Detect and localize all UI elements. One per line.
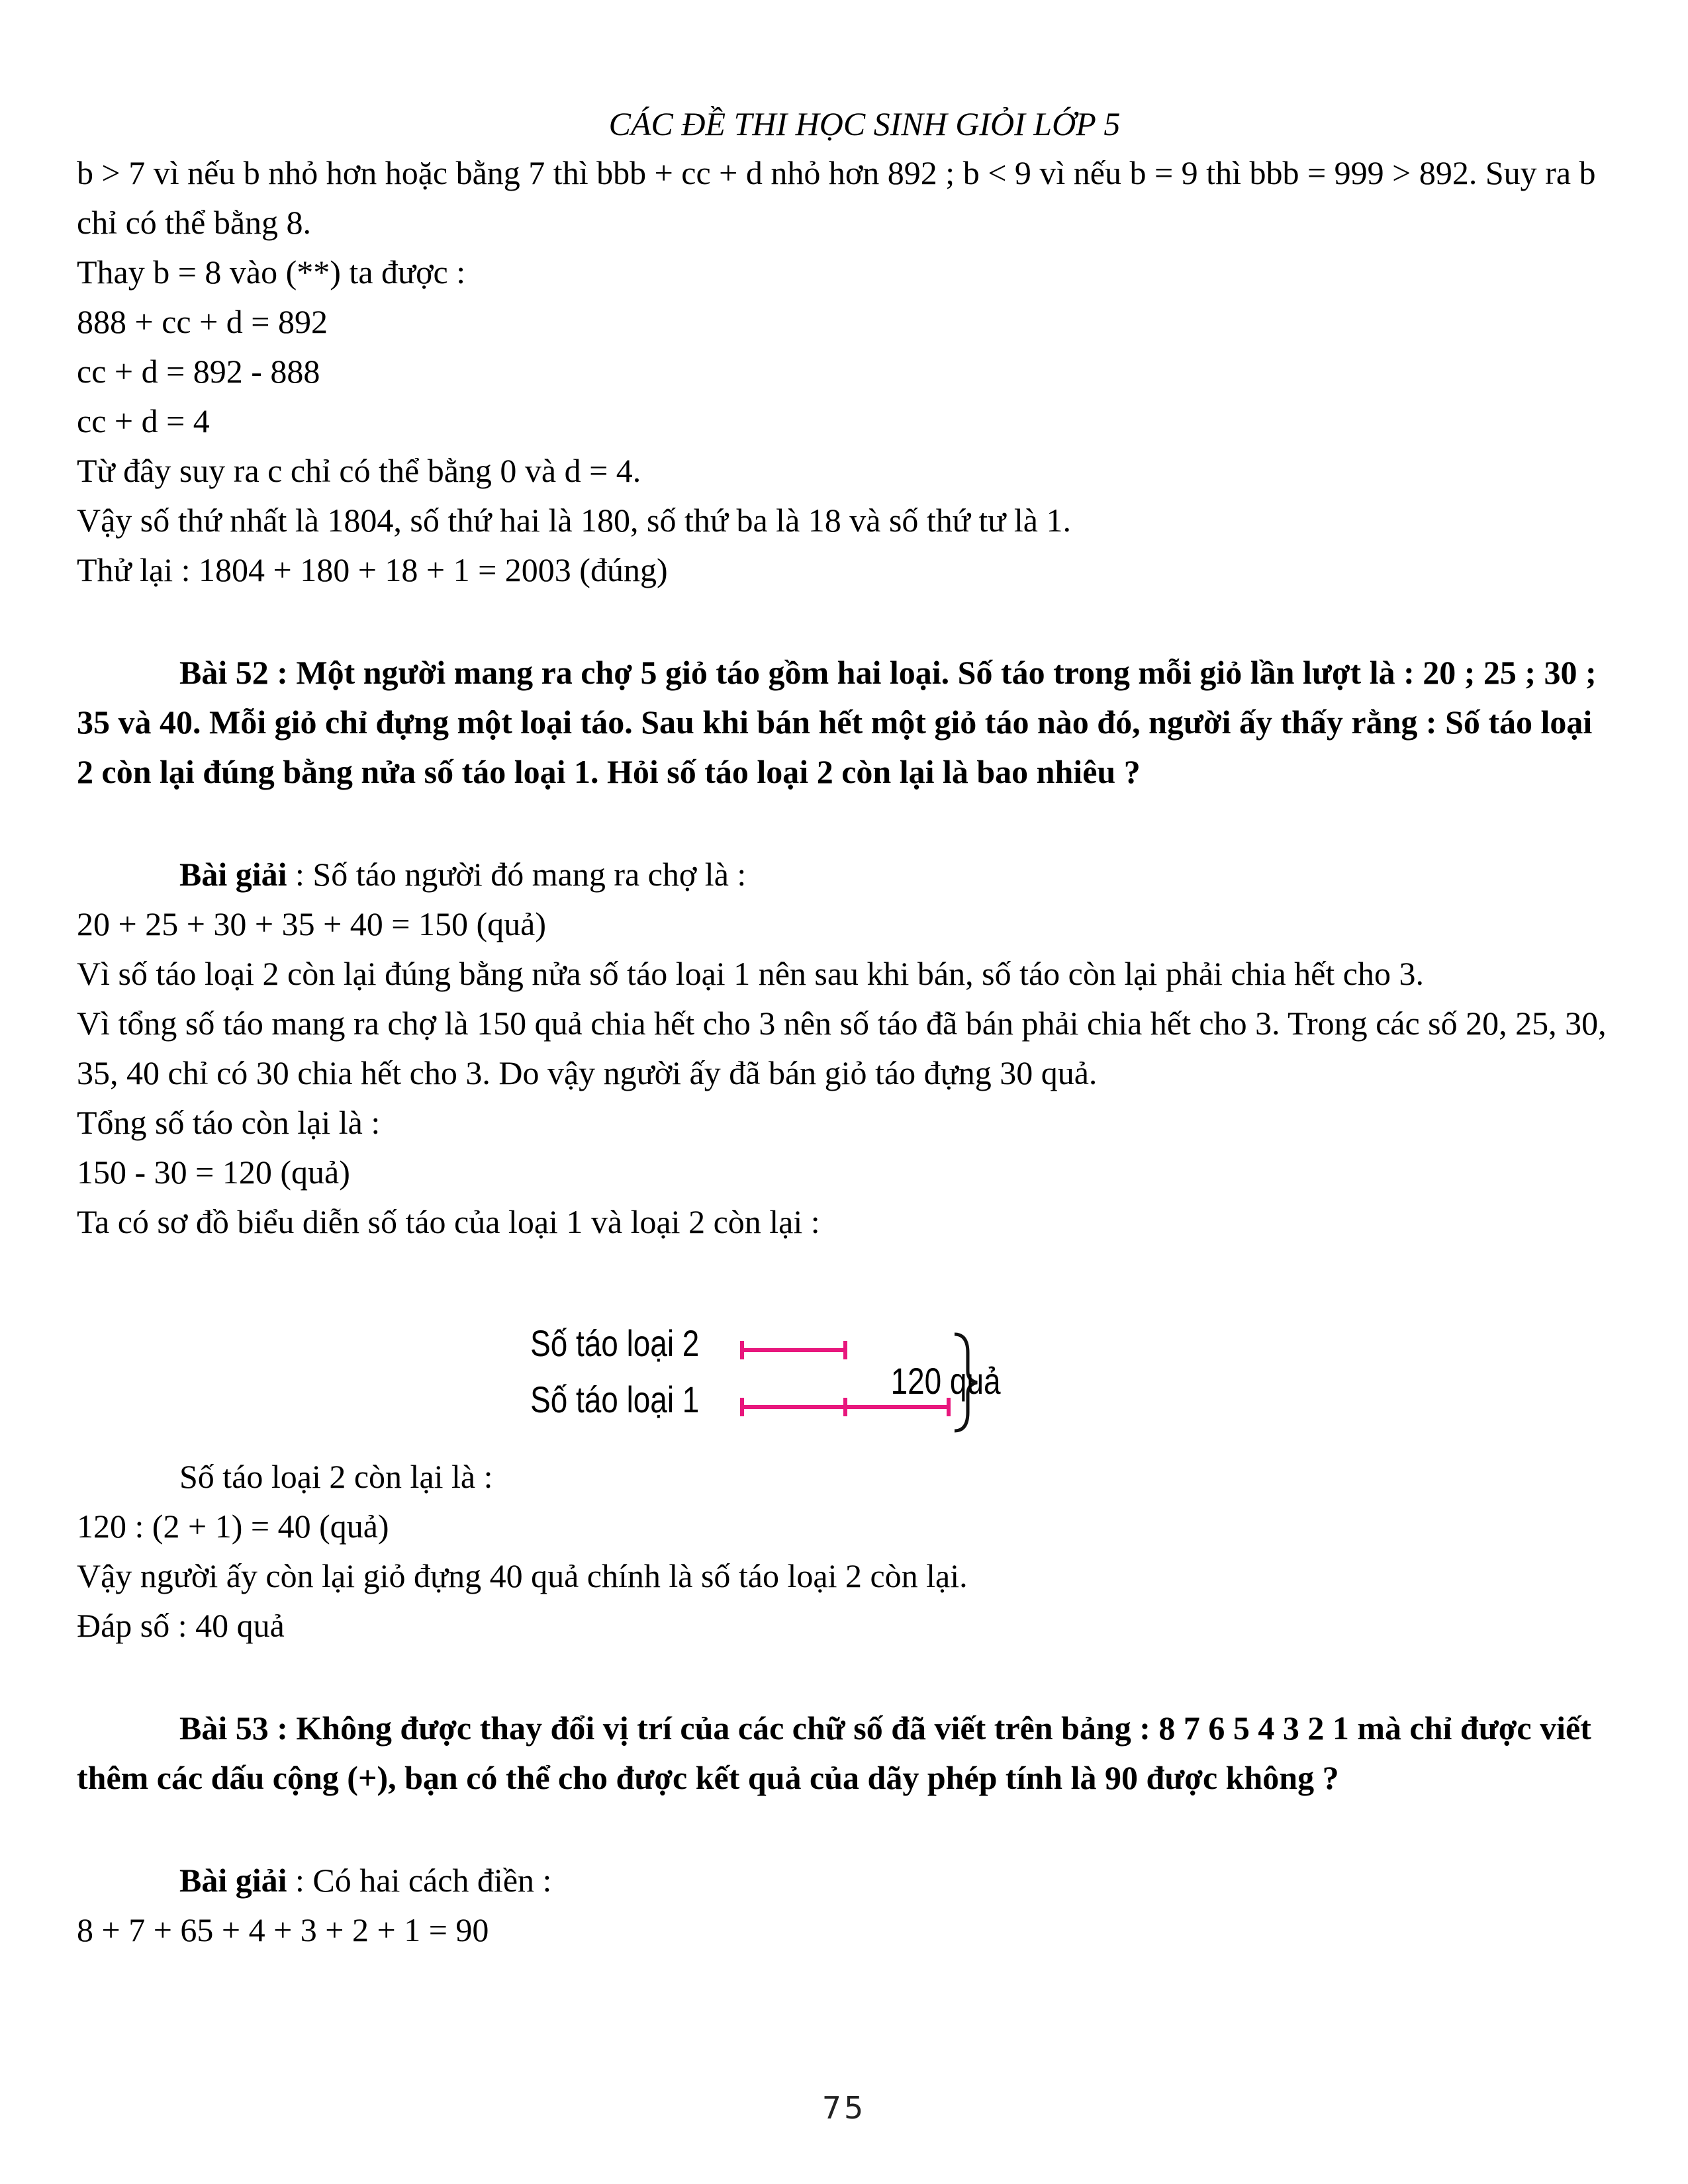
total-label: 120 quả xyxy=(890,1360,1001,1402)
problem-52: Bài 52 : Một người mang ra chợ 5 giỏ táo gồm hai loại. Số táo trong mỗi giỏ lần lượt là : 20 ; 25 ; 30 ; 35 và 40. Mỗi giỏ chỉ đựng một loại táo. Sau khi bán hết một giỏ táo nào đó, người ấy thấy rằng : Số táo loại 2 còn lại đúng bằng nửa số táo loại 1. Hỏi số táo loại 2 còn lại là bao nhiêu ? xyxy=(77,654,1597,790)
solution-53-intro xyxy=(77,1856,1613,1905)
segment-type2 xyxy=(742,1341,845,1359)
solution-label: Bài giải xyxy=(179,856,287,893)
solution-intro-text: : Số táo người đó mang ra chợ là : xyxy=(287,856,747,893)
label-type2: Số táo loại 2 xyxy=(530,1322,700,1365)
label-type1: Số táo loại 1 xyxy=(530,1379,700,1421)
solution-52-intro xyxy=(77,850,1613,899)
answer-line: Vậy số thứ nhất là 1804, số thứ hai là 180, số thứ ba là 18 và số thứ tư là 1. xyxy=(77,502,1071,539)
statement-line: Tổng số táo còn lại là : xyxy=(77,1104,381,1141)
equation-line: 150 - 30 = 120 (quả) xyxy=(77,1154,350,1191)
line-substitute-b: Thay b = 8 vào (**) ta được : xyxy=(77,253,466,291)
solution-intro-text: : Có hai cách điền : xyxy=(287,1862,552,1899)
conclusion-line: Vậy người ấy còn lại giỏ đựng 40 quả chính là số táo loại 2 còn lại. xyxy=(77,1557,968,1594)
equation-line: 20 + 25 + 30 + 35 + 40 = 150 (quả) xyxy=(77,905,546,942)
problem-53: Bài 53 : Không được thay đổi vị trí của các chữ số đã viết trên bảng : 8 7 6 5 4 3 2 1 mà chỉ được viết thêm các dấu cộng (+), bạn có thể cho được kết quả của dãy phép tính là 90 được không ? xyxy=(77,1709,1591,1796)
paragraph-b-reasoning: b > 7 vì nếu b nhỏ hơn hoặc bằng 7 thì bbb + cc + d nhỏ hơn 892 ; b < 9 vì nếu b = 9 thì bbb = 999 > 892. Suy ra b chỉ có thể bằng 8. xyxy=(77,154,1596,241)
equation-line: cc + d = 892 - 888 xyxy=(77,353,320,390)
segment-diagram xyxy=(77,1293,1613,1452)
statement-line: Ta có sơ đồ biểu diễn số táo của loại 1 và loại 2 còn lại : xyxy=(77,1203,820,1240)
equation-line: 888 + cc + d = 892 xyxy=(77,303,328,340)
conclusion-line: Từ đây suy ra c chỉ có thể bằng 0 và d = 4. xyxy=(77,452,641,489)
final-answer-52: Đáp số : 40 quả xyxy=(77,1607,285,1644)
equation-line: 8 + 7 + 65 + 4 + 3 + 2 + 1 = 90 xyxy=(77,1911,489,1948)
segment-diagram-svg xyxy=(467,1293,1129,1452)
equation-line: 120 : (2 + 1) = 40 (quả) xyxy=(77,1508,389,1545)
solution-label: Bài giải xyxy=(179,1862,287,1899)
statement-line: Số táo loại 2 còn lại là : xyxy=(179,1458,493,1495)
reasoning-paragraph: Vì tổng số táo mang ra chợ là 150 quả chia hết cho 3 nên số táo đã bán phải chia hết cho 3. Trong các số 20, 25, 30, 35, 40 chỉ có 30 chia hết cho 3. Do vậy người ấy đã bán giỏ táo đựng 30 quả. xyxy=(77,1005,1607,1091)
document-page xyxy=(77,99,1613,1955)
check-line: Thử lại : 1804 + 180 + 18 + 1 = 2003 (đúng) xyxy=(77,551,668,588)
equation-line: cc + d = 4 xyxy=(77,402,210,439)
page-number: 75 xyxy=(821,2090,867,2126)
reasoning-paragraph: Vì số táo loại 2 còn lại đúng bằng nửa số táo loại 1 nên sau khi bán, số táo còn lại phải chia hết cho 3. xyxy=(77,955,1424,992)
page-header: CÁC ĐỀ THI HỌC SINH GIỎI LỚP 5 xyxy=(608,105,1121,142)
